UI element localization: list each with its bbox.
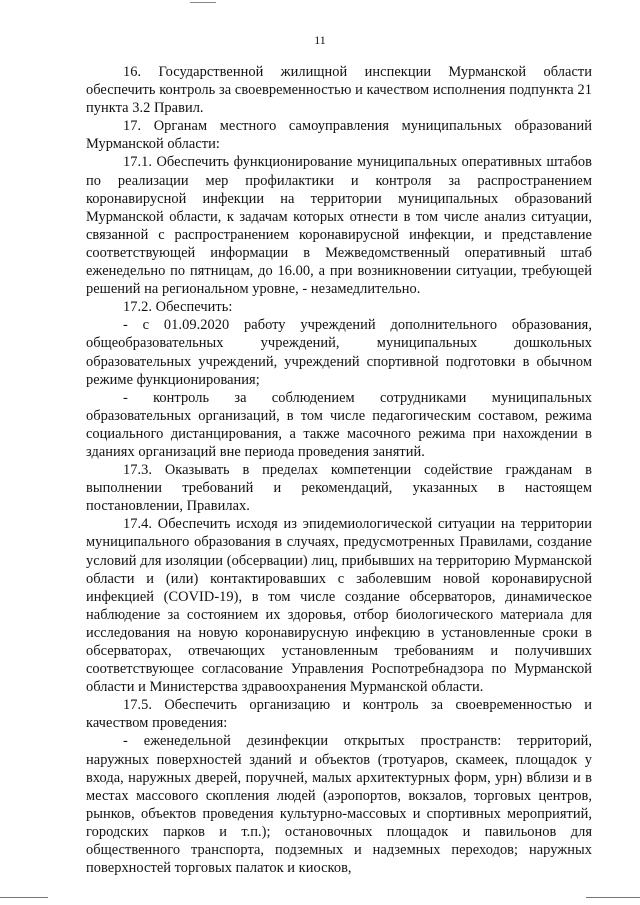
paragraph-17-1: 17.1. Обеспечить функционирование муниципальных оперативных штабов по реализации мер профилактики и контроля за распространением коронавирусной инфекции на территории муниципальных образований Мурманской области, к задачам которых отнести в том числе анализ ситуации, связанной с распространением коронавирусной инфекции, и представление соответствующей информации в Межведомственный оперативный штаб еженедельно по пятницам, до 16.00, а при возникновении ситуации, требующей решений на региональном уровне, - незамедлительно.	[86, 154, 592, 298]
paragraph-17-5-item-1: - еженедельной дезинфекции открытых пространств: территорий, наружных поверхностей зданий и объектов (тротуаров, скамеек, площадок у входа, наружных дверей, поручней, малых архитектурных форм, урн) вблизи и в местах массового скопления людей (аэропортов, вокзалов, торговых центров, рынков, объектов проведения культурно-массовых и спортивных мероприятий, городских парков и т.п.); остановочных площадок и павильонов для общественного транспорта, подземных и надземных переходов; наружных поверхностей торговых палаток и киосков,	[86, 733, 592, 877]
paragraph-17-2-item-1: - с 01.09.2020 работу учреждений дополнительного образования, общеобразовательных учреждений, муниципальных дошкольных образовательных учреждений, учреждений спортивной подготовки в обычном режиме функционирования;	[86, 317, 592, 388]
bottom-scan-mark-left	[0, 897, 48, 898]
paragraph-17-2-item-2: - контроль за соблюдением сотрудниками муниципальных образовательных организаций, в том числе педагогическим составом, режима социального дистанцирования, а также масочного режима при нахождении в зданиях организаций вне периода проведения занятий.	[86, 389, 592, 460]
paragraph-16: 16. Государственной жилищной инспекции Мурманской области обеспечить контроль за своевременностью и качеством исполнения подпункта 21 пункта 3.2 Правил.	[86, 64, 592, 117]
top-scan-mark	[190, 2, 216, 3]
document-body	[86, 63, 592, 877]
paragraph-17-2: 17.2. Обеспечить:	[123, 299, 233, 316]
paragraph-17-5: 17.5. Обеспечить организацию и контроль за своевременностью и качеством проведения:	[86, 697, 592, 732]
paragraph-17-4: 17.4. Обеспечить исходя из эпидемиологической ситуации на территории муниципального образования в случаях, предусмотренных Правилами, создание условий для изоляции (обсервации) лиц, прибывших на территорию Мурманской области и (или) контактировавших с заболевшим новой коронавирусной инфекцией (COVID-19), в том числе создание обсерваторов, динамическое наблюдение за состоянием их здоровья, отбор биологического материала для исследования на новую коронавирусную инфекцию в установленные сроки в обсерваторах, отвечающих установленным требованиям и получивших соответствующее согласование Управления Роспотребнадзора по Мурманской области и Министерства здравоохранения Мурманской области.	[86, 516, 592, 696]
paragraph-17-3: 17.3. Оказывать в пределах компетенции содействие гражданам в выполнении требований и рекомендаций, указанных в настоящем постановлении, Правилах.	[86, 462, 592, 515]
page-number: 11	[314, 33, 326, 47]
paragraph-17: 17. Органам местного самоуправления муниципальных образований Мурманской области:	[86, 118, 592, 153]
bottom-scan-mark-right	[586, 897, 640, 898]
